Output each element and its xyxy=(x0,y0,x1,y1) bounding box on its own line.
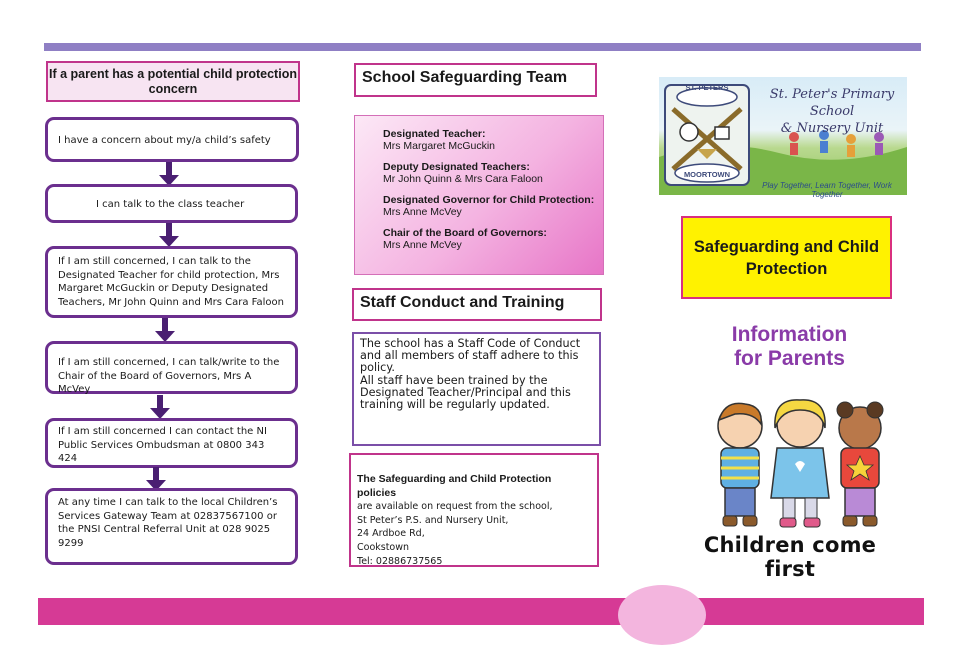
down-arrow-icon xyxy=(155,318,175,342)
bottom-divider-bar xyxy=(38,598,924,625)
conduct-text: The school has a Staff Code of Conduct and all members of staff adhere to this policy. xyxy=(360,337,581,375)
team-role: Deputy Designated Teachers: xyxy=(383,161,530,173)
team-name: Mrs Anne McVey xyxy=(383,239,462,251)
policy-title: The Safeguarding and Child Protection policies xyxy=(357,473,552,499)
team-member xyxy=(383,161,603,185)
team-title: School Safeguarding Team xyxy=(354,63,597,97)
badge-top-text: ST. PETERS xyxy=(685,83,729,92)
policy-line: 24 Ardboe Rd, xyxy=(357,528,425,540)
badge-bottom-text: MOORTOWN xyxy=(683,170,731,179)
flow-step-4: If I am still concerned, I can talk/write to the Chair of the Board of Governors, Mrs A McVey xyxy=(45,341,298,394)
team-role: Designated Governor for Child Protection: xyxy=(383,194,595,206)
team-member xyxy=(383,194,603,218)
flow-step-6: At any time I can talk to the local Children’s Services Gateway Team at 02837567100 or the PNSI Central Referral Unit at 028 9025 9299 xyxy=(45,488,298,565)
team-name: Mrs Anne McVey xyxy=(383,206,462,218)
school-name xyxy=(752,86,912,137)
team-role: Chair of the Board of Governors: xyxy=(383,227,547,239)
team-member xyxy=(383,227,603,251)
down-arrow-icon xyxy=(159,223,179,247)
school-motto: Play Together, Learn Together, Work Together xyxy=(762,181,892,199)
flow-step-1: I have a concern about my/a child’s safety xyxy=(45,117,299,162)
down-arrow-icon xyxy=(159,162,179,186)
policy-line: Cookstown xyxy=(357,541,410,553)
safeguarding-team-panel xyxy=(354,115,604,275)
tagline: Children come first xyxy=(703,533,877,581)
top-divider-bar xyxy=(44,43,921,51)
children-illustration-icon xyxy=(705,398,895,534)
team-role: Designated Teacher: xyxy=(383,128,486,140)
subheading-line-1: Information xyxy=(731,323,848,346)
conduct-title: Staff Conduct and Training xyxy=(352,288,602,321)
policy-line: are available on request from the school, xyxy=(357,501,553,513)
conduct-text-2: All staff have been trained by the Designated Teacher/Principal and this training will be regularly updated. xyxy=(360,373,571,412)
team-member xyxy=(383,128,603,152)
policy-line: Tel: 02886737565 xyxy=(357,555,443,567)
down-arrow-icon xyxy=(150,395,170,419)
conduct-panel xyxy=(352,332,601,446)
flow-step-2: I can talk to the class teacher xyxy=(45,184,298,223)
flow-title: If a parent has a potential child protection concern xyxy=(46,61,300,102)
decorative-circle xyxy=(618,585,706,645)
flow-step-3: If I am still concerned, I can talk to the Designated Teacher for child protection, Mrs Margaret McGuckin or Deputy Designated Teachers, Mr John Quinn and Mrs Cara Faloon xyxy=(45,246,298,318)
school-name-line-2: & Nursery Unit xyxy=(780,121,884,136)
school-name-line-1: St. Peter's Primary School xyxy=(769,87,895,119)
cover-subheading xyxy=(680,323,899,371)
team-name: Mrs Margaret McGuckin xyxy=(383,140,496,152)
team-name: Mr John Quinn & Mrs Cara Faloon xyxy=(383,173,543,185)
flow-step-5: If I am still concerned I can contact the NI Public Services Ombudsman at 0800 343 424 xyxy=(45,418,298,468)
policy-line: St Peter’s P.S. and Nursery Unit, xyxy=(357,514,509,526)
subheading-line-2: for Parents xyxy=(734,347,845,370)
policy-panel xyxy=(349,453,599,567)
cover-heading: Safeguarding and Child Protection xyxy=(681,216,892,299)
